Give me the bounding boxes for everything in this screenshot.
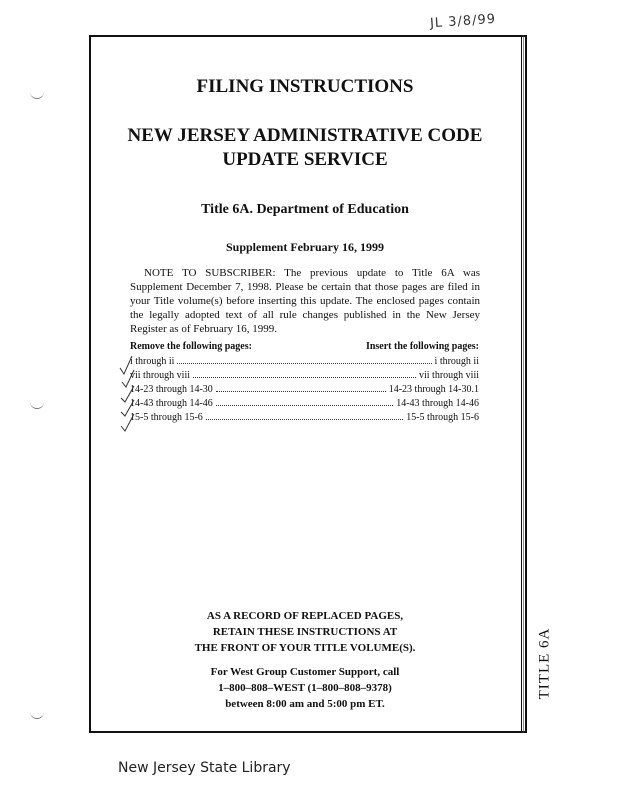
page-replacement-table [130, 355, 479, 425]
insert-range: 14-43 through 14-46 [396, 398, 479, 409]
binder-hole-mark [30, 90, 44, 99]
dot-leader [216, 404, 393, 406]
binder-hole-mark [30, 710, 44, 719]
table-row [130, 397, 479, 411]
remove-pages-header: Remove the following pages: [130, 341, 252, 352]
side-tab-divider [521, 35, 522, 733]
remove-range: 15-5 through 15-6 [130, 412, 203, 423]
table-row [130, 369, 479, 383]
insert-range: 15-5 through 15-6 [406, 412, 479, 423]
page-title [89, 124, 521, 172]
remove-range: 14-23 through 14-30 [130, 384, 213, 395]
handwritten-initials-date: JL 3/8/99 [429, 11, 497, 32]
insert-range: vii through viii [419, 370, 479, 381]
title-line-2: UPDATE SERVICE [222, 149, 388, 170]
table-row [130, 411, 479, 425]
insert-pages-header: Insert the following pages: [365, 341, 479, 352]
dot-leader [206, 418, 403, 420]
remove-range: 14-43 through 14-46 [130, 398, 213, 409]
side-tab-divider-shadow [523, 35, 524, 733]
record-line-3: THE FRONT OF YOUR TITLE VOLUME(S). [194, 642, 416, 654]
title-subject: Title 6A. Department of Education [201, 202, 409, 217]
table-row [130, 383, 479, 397]
side-tab-label: TITLE 6A [536, 627, 553, 700]
record-line-2: RETAIN THESE INSTRUCTIONS AT [212, 626, 398, 638]
table-row [130, 355, 479, 369]
record-instructions [89, 608, 521, 656]
title-line-1: NEW JERSEY ADMINISTRATIVE CODE [127, 125, 483, 146]
support-line-3: between 8:00 am and 5:00 pm ET. [225, 698, 385, 710]
page-heading: FILING INSTRUCTIONS [196, 76, 414, 97]
support-line-1: For West Group Customer Support, call [210, 666, 400, 678]
insert-range: i through ii [434, 356, 479, 367]
note-to-subscriber: NOTE TO SUBSCRIBER: The previous update to Title 6A was Supplement December 7, 1998. Please be certain that those pages are filed in your Title volume(s) before inserting this update. The enclosed pages contain the legally adopted text of all rule changes published in the New Jersey Register as of February 16, 1999. [130, 267, 480, 335]
remove-range: vii through viii [130, 370, 190, 381]
binder-hole-mark [30, 400, 44, 409]
remove-range: i through ii [130, 356, 175, 367]
dot-leader [193, 376, 416, 378]
library-stamp: New Jersey State Library [118, 760, 291, 776]
customer-support [89, 664, 521, 712]
handwritten-check-marks [118, 354, 142, 454]
support-line-2: 1–800–808–WEST (1–800–808–9378) [218, 682, 392, 694]
dot-leader [177, 362, 431, 364]
insert-range: 14-23 through 14-30.1 [388, 384, 479, 395]
record-line-1: AS A RECORD OF REPLACED PAGES, [206, 610, 404, 622]
dot-leader [216, 390, 386, 392]
supplement-date: Supplement February 16, 1999 [225, 240, 384, 254]
